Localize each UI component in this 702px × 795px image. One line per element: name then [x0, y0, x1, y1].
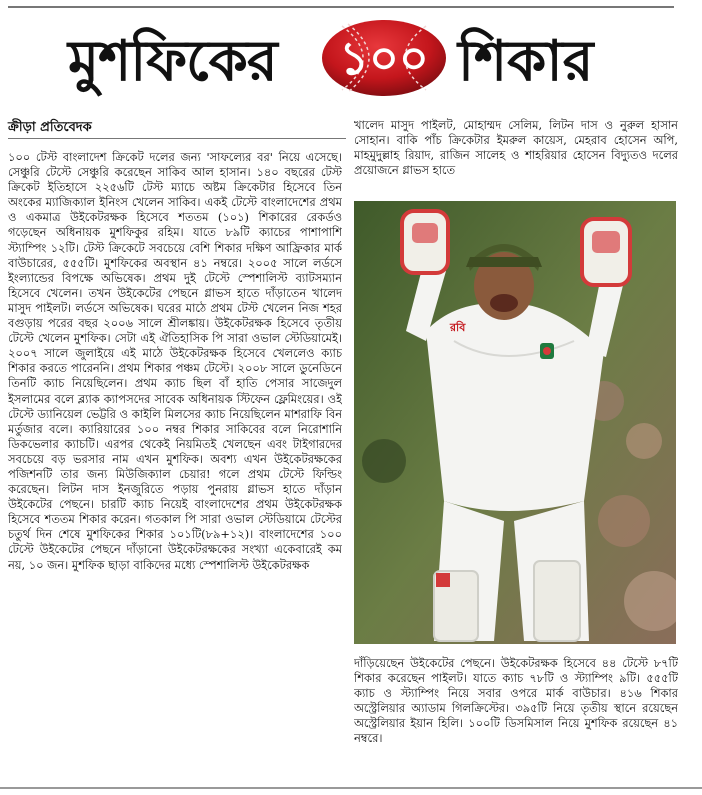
sponsor-text: রবি [450, 321, 466, 334]
byline: ক্রীড়া প্রতিবেদক [8, 120, 92, 135]
byline-rule [8, 138, 346, 139]
headline-left: মুশফিকের [68, 29, 277, 94]
bottom-rule [0, 787, 702, 789]
article-column-right-top [354, 118, 678, 198]
cricket-ball-icon [320, 18, 448, 98]
headline-right: শিকার [458, 29, 594, 94]
article-text-right-top: খালেদ মাসুদ পাইলট, মোহাম্মদ সেলিম, লিটন দাস ও নুরুল হাসান সোহান। বাকি পাঁচ ক্রিকেটার ইমরুল কায়েস, মেহরাব হোসেন অপি, মাহমুদুল্লাহ রিয়াদ, রাজিন সালেহ ও শাহরিয়ার হোসেন বিদ্যুতও দলের প্রয়োজনে গ্লাভস হাতে [354, 118, 678, 178]
headline-number: ১০০ [339, 31, 429, 85]
article-column-right-bottom [354, 656, 678, 784]
article-text-left: ১০০ টেস্ট বাংলাদেশ ক্রিকেট দলের জন্য 'সাফল্যের বর' নিয়ে এসেছে। সেঞ্চুরি টেস্টে সেঞ্চুরি করেছেন সাকিব আল হাসান। ১৪০ বছরের টেস্ট ক্রিকেট ইতিহাসে ২২৫৬টি টেস্ট ম্যাচে অষ্টম ক্রিকেটার হিসেবে তিন অংকের ম্যাজিক্যাল ইনিংস খেলেন সাকিব। একই টেস্টে বাংলাদেশের প্রথম ও একমাত্র উইকেটরক্ষক হিসেবে শততম (১০১) শিকারের রেকর্ডও গড়েছেন অধিনায়ক মুশফিকুর রহিম। যাতে ৮৯টি ক্যাচের পাশাপাশি স্ট্যাম্পিং ১২টি। টেস্ট ক্রিকেটে সবচেয়ে বেশি শিকার দক্ষিণ আফ্রিকার মার্ক বাউচারের, ৫৫৫টি। মুশফিকের অবস্থান ৪১ নম্বরে। ২০০৫ সালে লর্ডসে ইংল্যান্ডের বিপক্ষে অভিষেক। প্রথম দুই টেস্টে স্পেশালিস্ট ব্যাটসম্যান হিসেবে খেলেন। তখন উইকেটের পেছনে গ্লাভস হাতে দাঁড়াতেন খালেদ মাসুদ পাইলট। লর্ডসে অভিষেক। ঘরের মাঠে প্রথম টেস্ট খেলেন নিজ শহর বগুড়ায় পরের বছর ২০০৬ সালে শ্রীলঙ্কায়। উইকেটরক্ষক হিসেবে তৃতীয় টেস্টে খেলেন মুশফিক। সেটা এই ঐতিহাসিক পি সারা ওভাল স্টেডিয়ামেই। ২০০৭ সালে জুলাইয়ে এই মাঠে উইকেটরক্ষক হিসেবে খেললেও ক্যাচ শিকার করতে পারেননি। প্রথম শিকার পঞ্চম টেস্টে। ২০০৮ সালে ডুনেডিনে তিনটি ক্যাচ নিয়েছিলেন। প্রথম ক্যাচ ছিল বাঁ হাতি পেসার সাজেদুল ইসলামের বলে ব্ল্যাক ক্যাপসদের সাবেক অধিনায়ক স্টিফেন ফ্লেমিংয়ের। ওই টেস্টে ড্যানিয়েল ভেট্টরি ও কাইলি মিলসের ক্যাচ নিয়েছিলেন মাশরাফি বিন মর্তুজার বলে। ক্যারিয়ারের ১০০ নম্বর শিকার সাকিবের বলে নিরোশানি ডিকভেলার ক্যাচটি। এরপর থেকেই নিয়মিতই খেলছেন এবং টাইগারদের সবচেয়ে বড় ভরসার নাম এখন মুশফিক। অবশ্য এখন উইকেটরক্ষকের পজিশনটি তার জন্য মিউজিক্যাল চেয়ার! গলে প্রথম টেস্টে ফিল্ডিং করেছেন। লিটন দাস ইনজুরিতে পড়ায় পুনরায় গ্লাভস হাতে দাঁড়ান উইকেটের পেছনে। চারটি ক্যাচ নিয়েই বাংলাদেশের প্রথম উইকেটরক্ষক হিসেবে শততম শিকার করেন। গতকাল পি সারা ওভাল স্টেডিয়ামে টেস্টের চতুর্থ দিন শেষে মুশফিকের শিকার ১০১টি(৮৯+১২)। বাংলাদেশের ১০০ টেস্টে উইকেটের পেছনে দাঁড়ানো উইকেটরক্ষকের সংখ্যা একেবারেই কম নয়, ১০ জন। মুশফিক ছাড়া বাকিদের মধ্যে স্পেশালিস্ট উইকেটরক্ষক [8, 150, 342, 572]
player-photo-illustration [354, 201, 676, 644]
headline [68, 16, 668, 112]
article-column-left [8, 150, 342, 780]
top-rule [8, 6, 674, 8]
celebrating-wicketkeeper-photo [354, 201, 676, 644]
article-text-right-bottom: দাঁড়িয়েছেন উইকেটের পেছনে। উইকেটরক্ষক হিসেবে ৪৪ টেস্টে ৮৭টি শিকার করেছেন পাইলট। যাতে ক্যাচ ৭৮টি ও স্ট্যাম্পিং ৯টি। ৫৫৫টি ক্যাচ ও স্ট্যাম্পিং নিয়ে সবার ওপরে মার্ক বাউচার। ৪১৬ শিকার অস্ট্রেলিয়ার অ্যাডাম গিলক্রিস্টের। ৩৯৫টি নিয়ে তৃতীয় স্থানে রয়েছেন অস্ট্রেলিয়ার ইয়ান হিলি। ১০০টি ডিসমিসাল নিয়ে মুশফিক রয়েছেন ৪১ নম্বরে। [354, 656, 678, 746]
